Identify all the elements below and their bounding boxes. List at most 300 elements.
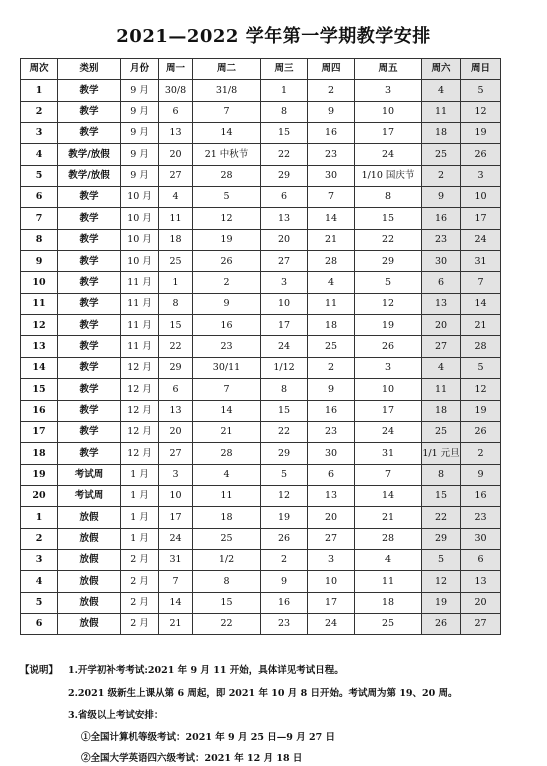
cell-text: 5 <box>477 84 484 96</box>
cell-text: 25 <box>169 255 182 267</box>
cell-text: 6 <box>477 554 484 566</box>
day-cell <box>261 571 308 592</box>
cell-text: 9 <box>35 255 43 267</box>
week-cell <box>21 336 58 357</box>
month-cell <box>121 208 159 229</box>
day-cell <box>461 293 501 314</box>
day-cell <box>261 549 308 570</box>
cell-text: 1/12 <box>273 362 295 374</box>
table-row <box>21 208 501 229</box>
cell-text: 教学 <box>79 255 99 267</box>
cell-text: 21 <box>220 426 233 438</box>
day-cell <box>355 400 422 421</box>
day-cell <box>308 187 355 208</box>
table-row <box>21 123 501 144</box>
cell-text: 8 <box>172 298 179 310</box>
day-cell <box>261 80 308 101</box>
cell-text: 14 <box>169 597 182 609</box>
header-cell: 周一 <box>159 59 193 80</box>
cell-text: 25 <box>434 148 448 160</box>
cell-text: 10 <box>32 276 46 288</box>
day-cell <box>308 571 355 592</box>
table-row <box>21 528 501 549</box>
day-cell <box>193 272 261 293</box>
day-cell <box>261 293 308 314</box>
month-cell <box>121 613 159 634</box>
cell-text: 放假 <box>79 554 99 566</box>
day-cell <box>461 187 501 208</box>
week-cell <box>21 80 58 101</box>
cell-text: 19 <box>381 319 395 331</box>
category-cell <box>58 357 121 378</box>
month-cell <box>121 507 159 528</box>
cell-text: 2 月 <box>130 575 149 587</box>
header-cell: 周四 <box>308 59 355 80</box>
day-cell <box>261 272 308 293</box>
category-cell <box>58 272 121 293</box>
cell-text: 1/2 <box>218 554 235 566</box>
day-cell <box>355 485 422 506</box>
day-cell <box>193 464 261 485</box>
week-cell <box>21 571 58 592</box>
day-cell <box>461 549 501 570</box>
cell-text: 14 <box>474 298 487 310</box>
category-cell <box>58 464 121 485</box>
cell-text: 15 <box>434 490 448 502</box>
category-cell <box>58 528 121 549</box>
day-cell <box>422 187 461 208</box>
cell-text: 放假 <box>79 575 99 587</box>
month-cell <box>121 571 159 592</box>
day-cell <box>261 485 308 506</box>
day-cell <box>193 251 261 272</box>
day-cell <box>355 443 422 464</box>
cell-text: 12 <box>277 490 291 502</box>
cell-text: 21 中秋节 <box>204 148 249 160</box>
month-cell <box>121 251 159 272</box>
day-cell <box>355 293 422 314</box>
cell-text: 26 <box>474 426 487 438</box>
day-cell <box>461 464 501 485</box>
category-cell <box>58 123 121 144</box>
cell-text: 6 <box>280 191 288 203</box>
category-cell <box>58 613 121 634</box>
day-cell <box>159 464 193 485</box>
cell-text: 6 <box>35 191 43 203</box>
day-cell <box>461 123 501 144</box>
day-cell <box>355 549 422 570</box>
table-row <box>21 507 501 528</box>
month-cell <box>121 464 159 485</box>
cell-text: 16 <box>32 404 46 416</box>
week-cell <box>21 272 58 293</box>
day-cell <box>461 165 501 186</box>
cell-text: 教学 <box>79 191 99 203</box>
cell-text: 2 <box>35 532 43 544</box>
cell-text: 6 <box>172 383 179 395</box>
category-cell <box>58 592 121 613</box>
cell-text: 13 <box>434 298 448 310</box>
cell-text: 19 <box>474 404 487 416</box>
day-cell <box>308 379 355 400</box>
cell-text: 23 <box>324 426 338 438</box>
cell-text: 8 <box>223 575 230 587</box>
cell-text: 2 月 <box>130 618 149 630</box>
cell-text: 4 <box>35 575 43 587</box>
day-cell <box>422 400 461 421</box>
header-cell: 周二 <box>193 59 261 80</box>
cell-text: 12 <box>381 298 395 310</box>
day-cell <box>261 528 308 549</box>
day-cell <box>193 144 261 165</box>
header-cell: 周次 <box>21 59 58 80</box>
day-cell <box>308 400 355 421</box>
cell-text: 2 <box>327 362 335 374</box>
cell-text: 28 <box>474 340 487 352</box>
cell-text: 17 <box>169 511 182 523</box>
cell-text: 11 月 <box>127 276 152 288</box>
day-cell <box>422 549 461 570</box>
cell-text: 6 <box>35 618 43 630</box>
week-cell <box>21 421 58 442</box>
cell-text: 26 <box>474 148 487 160</box>
category-cell <box>58 101 121 122</box>
cell-text: 7 <box>327 191 335 203</box>
table-row <box>21 421 501 442</box>
cell-text: 15 <box>277 404 291 416</box>
cell-text: 2 <box>327 84 335 96</box>
cell-text: 4 <box>437 84 445 96</box>
cell-text: 10 <box>381 383 395 395</box>
day-cell <box>461 485 501 506</box>
day-cell <box>308 528 355 549</box>
notes-label: 【说明】 <box>20 665 59 676</box>
day-cell <box>261 357 308 378</box>
cell-text: 22 <box>277 426 291 438</box>
cell-text: 18 <box>324 319 338 331</box>
day-cell <box>193 485 261 506</box>
day-cell <box>159 485 193 506</box>
day-cell <box>461 272 501 293</box>
cell-text: 31 <box>381 447 395 459</box>
cell-text: 16 <box>324 404 338 416</box>
cell-text: 教学 <box>79 212 99 224</box>
day-cell <box>193 357 261 378</box>
cell-text: 23 <box>474 511 487 523</box>
week-cell <box>21 592 58 613</box>
cell-text: 10 <box>169 490 182 502</box>
day-cell <box>355 208 422 229</box>
cell-text: 9 <box>477 468 484 480</box>
cell-text: 20 <box>277 234 291 246</box>
cell-text: 10 月 <box>127 255 152 267</box>
day-cell <box>422 144 461 165</box>
day-cell <box>355 123 422 144</box>
cell-text: 27 <box>277 255 291 267</box>
cell-text: 11 <box>434 383 448 395</box>
cell-text: 16 <box>277 597 291 609</box>
cell-text: 放假 <box>79 618 99 630</box>
cell-text: 14 <box>220 404 233 416</box>
cell-text: 27 <box>169 170 182 182</box>
day-cell <box>461 357 501 378</box>
week-cell <box>21 293 58 314</box>
day-cell <box>308 443 355 464</box>
month-cell <box>121 165 159 186</box>
day-cell <box>308 464 355 485</box>
cell-text: 17 <box>474 212 487 224</box>
header-cell: 周三 <box>261 59 308 80</box>
day-cell <box>308 144 355 165</box>
day-cell <box>355 379 422 400</box>
week-cell <box>21 379 58 400</box>
cell-text: 20 <box>324 511 338 523</box>
table-row <box>21 80 501 101</box>
day-cell <box>261 400 308 421</box>
cell-text: 9 月 <box>130 148 149 160</box>
cell-text: 教学 <box>79 234 99 246</box>
day-cell <box>308 485 355 506</box>
cell-text: 7 <box>172 575 179 587</box>
cell-text: 10 <box>381 106 395 118</box>
day-cell <box>461 208 501 229</box>
day-cell <box>159 187 193 208</box>
cell-text: 11 <box>381 575 395 587</box>
cell-text: 21 <box>169 618 182 630</box>
table-row <box>21 464 501 485</box>
cell-text: 2 月 <box>130 554 149 566</box>
table-row <box>21 485 501 506</box>
cell-text: 23 <box>324 148 338 160</box>
cell-text: 15 <box>220 597 233 609</box>
cell-text: 教学 <box>79 127 99 139</box>
cell-text: 25 <box>381 618 395 630</box>
week-cell <box>21 165 58 186</box>
day-cell <box>355 229 422 250</box>
cell-text: 20 <box>32 490 46 502</box>
day-cell <box>461 571 501 592</box>
cell-text: 3 <box>280 276 288 288</box>
month-cell <box>121 528 159 549</box>
day-cell <box>308 336 355 357</box>
cell-text: 9 月 <box>130 170 149 182</box>
cell-text: 29 <box>277 170 291 182</box>
day-cell <box>261 101 308 122</box>
day-cell <box>261 507 308 528</box>
cell-text: 4 <box>172 191 179 203</box>
cell-text: 5 <box>384 276 392 288</box>
week-cell <box>21 549 58 570</box>
category-cell <box>58 507 121 528</box>
cell-text: 1/10 国庆节 <box>361 170 415 182</box>
week-cell <box>21 464 58 485</box>
day-cell <box>355 144 422 165</box>
cell-text: 教学 <box>79 426 99 438</box>
day-cell <box>422 123 461 144</box>
cell-text: 27 <box>324 532 338 544</box>
cell-text: 18 <box>32 447 46 459</box>
cell-text: 17 <box>381 404 395 416</box>
table-row <box>21 251 501 272</box>
cell-text: 12 月 <box>127 447 152 459</box>
week-cell <box>21 251 58 272</box>
day-cell <box>261 443 308 464</box>
note-1: 1.开学初补考考试:2021 年 9 月 11 开始，具体详见考试日程。 <box>68 665 344 676</box>
cell-text: 30/11 <box>212 362 241 374</box>
day-cell <box>193 571 261 592</box>
cell-text: 19 <box>32 468 46 480</box>
day-cell <box>159 571 193 592</box>
cell-text: 26 <box>434 618 448 630</box>
header-cell: 周五 <box>355 59 422 80</box>
cell-text: 6 <box>172 106 179 118</box>
cell-text: 8 <box>280 383 288 395</box>
day-cell <box>461 421 501 442</box>
table-row <box>21 165 501 186</box>
cell-text: 9 <box>280 575 288 587</box>
cell-text: 1/1 元旦 <box>422 447 460 459</box>
cell-text: 29 <box>381 255 395 267</box>
cell-text: 14 <box>381 490 395 502</box>
cell-text: 26 <box>220 255 233 267</box>
day-cell <box>308 507 355 528</box>
day-cell <box>159 293 193 314</box>
day-cell <box>159 251 193 272</box>
month-cell <box>121 592 159 613</box>
table-row <box>21 613 501 634</box>
day-cell <box>261 229 308 250</box>
table-row <box>21 272 501 293</box>
day-cell <box>159 507 193 528</box>
cell-text: 3 <box>477 170 484 182</box>
category-cell <box>58 165 121 186</box>
cell-text: 1 月 <box>130 468 149 480</box>
cell-text: 6 <box>437 276 445 288</box>
cell-text: 教学/放假 <box>68 148 110 160</box>
cell-text: 19 <box>474 127 487 139</box>
cell-text: 1 <box>35 84 43 96</box>
day-cell <box>261 165 308 186</box>
category-cell <box>58 571 121 592</box>
day-cell <box>159 528 193 549</box>
day-cell <box>422 443 461 464</box>
category-cell <box>58 293 121 314</box>
header-cell: 周日 <box>461 59 501 80</box>
cell-text: 20 <box>169 148 182 160</box>
month-cell <box>121 421 159 442</box>
month-cell <box>121 80 159 101</box>
table-row <box>21 315 501 336</box>
note-2: 2.2021 级新生上课从第 6 周起，即 2021 年 10 月 8 日开始。考试周为第 19、20 周。 <box>68 688 458 699</box>
cell-text: 2 <box>437 170 445 182</box>
table-row <box>21 187 501 208</box>
day-cell <box>159 379 193 400</box>
cell-text: 9 <box>327 383 335 395</box>
day-cell <box>422 208 461 229</box>
cell-text: 25 <box>220 532 233 544</box>
day-cell <box>422 315 461 336</box>
cell-text: 10 <box>324 575 338 587</box>
cell-text: 22 <box>434 511 448 523</box>
cell-text: 12 <box>434 575 448 587</box>
day-cell <box>261 336 308 357</box>
day-cell <box>355 613 422 634</box>
day-cell <box>422 336 461 357</box>
day-cell <box>261 208 308 229</box>
day-cell <box>422 293 461 314</box>
week-cell <box>21 400 58 421</box>
day-cell <box>159 101 193 122</box>
cell-text: 14 <box>324 212 338 224</box>
cell-text: 1 月 <box>130 532 149 544</box>
day-cell <box>461 507 501 528</box>
cell-text: 17 <box>324 597 338 609</box>
category-cell <box>58 144 121 165</box>
cell-text: 18 <box>169 234 182 246</box>
day-cell <box>422 507 461 528</box>
cell-text: 19 <box>434 597 448 609</box>
cell-text: 22 <box>220 618 233 630</box>
cell-text: 8 <box>437 468 445 480</box>
category-cell <box>58 379 121 400</box>
cell-text: 14 <box>220 127 233 139</box>
cell-text: 考试周 <box>74 490 104 502</box>
day-cell <box>159 144 193 165</box>
cell-text: 放假 <box>79 597 99 609</box>
cell-text: 30/8 <box>164 84 187 96</box>
cell-text: 12 月 <box>127 426 152 438</box>
day-cell <box>159 443 193 464</box>
day-cell <box>193 613 261 634</box>
day-cell <box>159 549 193 570</box>
note-3a: ①全国计算机等级考试：2021 年 9 月 25 日—9 月 27 日 <box>81 732 336 743</box>
cell-text: 30 <box>324 170 338 182</box>
cell-text: 15 <box>277 127 291 139</box>
cell-text: 17 <box>277 319 291 331</box>
day-cell <box>193 80 261 101</box>
cell-text: 11 <box>324 298 338 310</box>
cell-text: 13 <box>32 340 46 352</box>
day-cell <box>355 165 422 186</box>
day-cell <box>422 229 461 250</box>
day-cell <box>308 251 355 272</box>
day-cell <box>355 187 422 208</box>
week-cell <box>21 229 58 250</box>
cell-text: 8 <box>280 106 288 118</box>
category-cell <box>58 549 121 570</box>
cell-text: 教学 <box>79 106 99 118</box>
month-cell <box>121 485 159 506</box>
note-3b: ②全国大学英语四六级考试：2021 年 12 月 18 日 <box>81 753 303 764</box>
cell-text: 30 <box>474 532 487 544</box>
day-cell <box>193 443 261 464</box>
cell-text: 3 <box>384 84 392 96</box>
day-cell <box>461 229 501 250</box>
week-cell <box>21 507 58 528</box>
cell-text: 19 <box>220 234 233 246</box>
cell-text: 29 <box>277 447 291 459</box>
cell-text: 17 <box>381 127 395 139</box>
cell-text: 4 <box>327 276 335 288</box>
cell-text: 25 <box>324 340 338 352</box>
week-cell <box>21 144 58 165</box>
note-3: 3.省级以上考试安排： <box>68 710 164 721</box>
month-cell <box>121 272 159 293</box>
cell-text: 5 <box>437 554 445 566</box>
cell-text: 28 <box>220 170 233 182</box>
cell-text: 27 <box>169 447 182 459</box>
day-cell <box>193 123 261 144</box>
